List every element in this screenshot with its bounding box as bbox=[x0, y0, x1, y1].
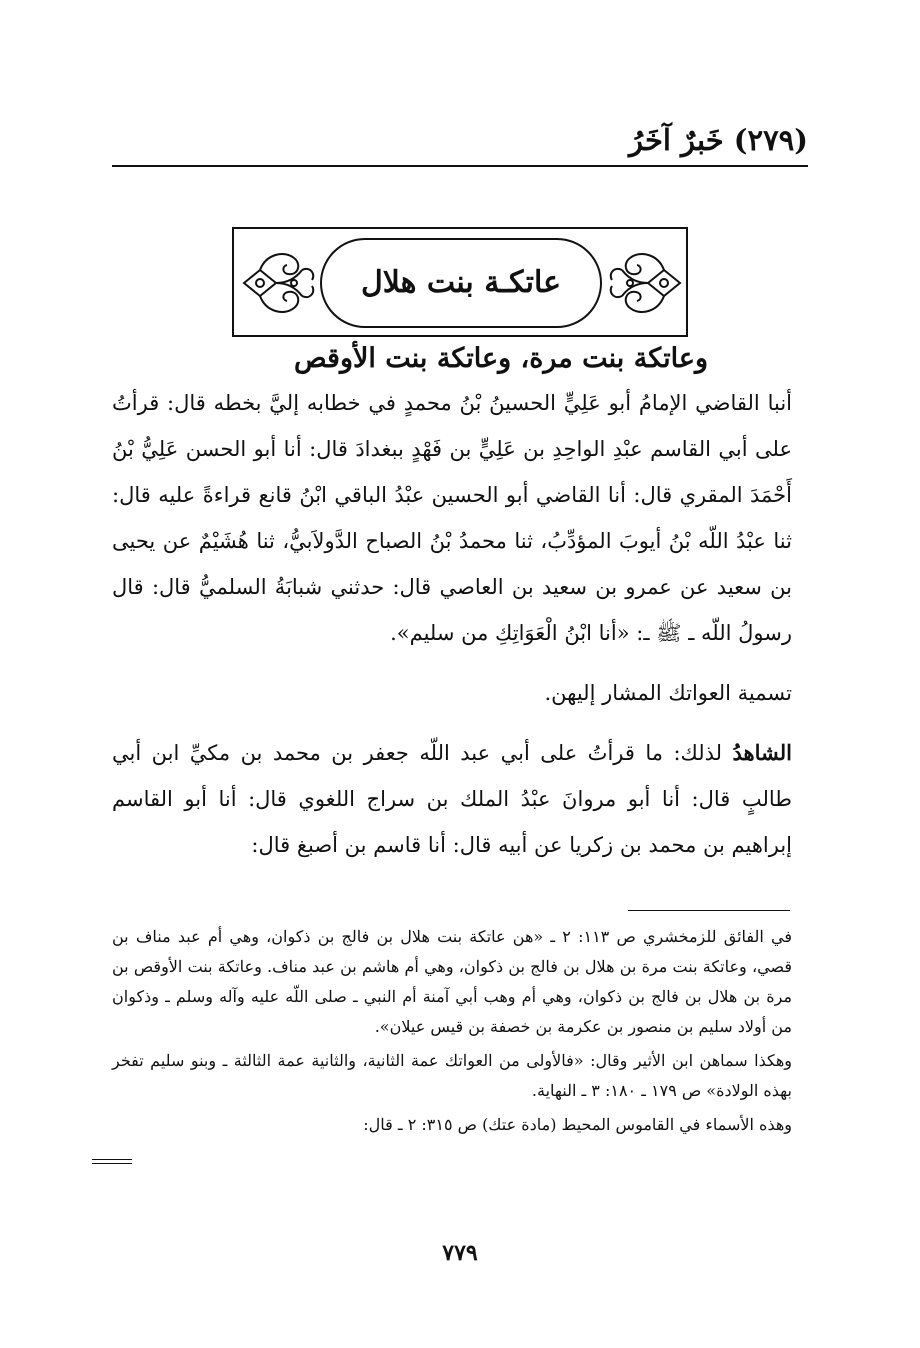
footnote-1: في الفائق للزمخشري ص ١١٣: ٢ ـ «هن عاتكة بنت هلال بن فالج بن ذكوان، وهي أم عبد مناف بن قصي، وعاتكة بنت مرة بن هلال بن فالج بن ذكوان، وهي أم هاشم بن عبد مناف. وعاتكة بنت الأوقص بن مرة بن هلال بن فالج بن ذكوان، وهي أم وهب أبي آمنة أم النبي ـ صلى اللّه عليه وآله وسلم ـ وذكوان من أولاد سليم بن منصور بن عكرمة بن خصفة بن قيس عيلان». bbox=[112, 927, 792, 1036]
chapter-subtitle: وعاتكة بنت مرة، وعاتكة بنت الأوقص bbox=[293, 343, 708, 374]
header-rule bbox=[112, 165, 808, 167]
paragraph-isnad: أنبا القاضي الإمامُ أبو عَلِيٍّ الحسينُ بْنُ محمدٍ في خطابه إليَّ بخطه قال: قرأتُ على أبي القاسم عبْدِ الواحِدِ بن عَلِيٍّ بن فَهْدٍ ببغدادَ قال: أنا أبو الحسن عَلِيُّ بْنُ أَحْمَدَ المقري قال: أنا القاضي أبو الحسين عبْدُ الباقي ابْنُ قانع قراءةً عليه قال: ثنا عبْدُ اللّه بْنُ أيوبَ المؤدِّبُ، ثنا محمدُ بْنُ الصباح الدَّولاَبيُّ، ثنا هُشَيْمٌ عن يحيى بن سعيد عن عمرو بن سعيد بن العاصي قال: حدثني شبابَةُ السلميُّ قال: قال رسولُ اللّه ـ ﷺ ـ: «أنا ابْنُ الْعَوَاتِكِ من سليم». bbox=[112, 391, 792, 645]
footnote-2: وهكذا سماهن ابن الأثير وقال: «فالأولى من العواتك عمة الثانية، والثانية عمة الثالثة ـ وبنو سليم تفخر بهذه الولادة» ص ١٧٩ ـ ١٨٠: ٣ ـ النهاية. bbox=[112, 1051, 792, 1100]
margin-lines-icon bbox=[92, 1159, 132, 1169]
footnote-3: وهذه الأسماء في القاموس المحيط (مادة عتك) ص ٣١٥: ٢ ـ قال: bbox=[363, 1115, 792, 1134]
running-title: (٢٧٩) خَبرٌ آخَرُ bbox=[628, 123, 808, 157]
page-number: ٧٧٩ bbox=[442, 1240, 478, 1266]
arabesque-ornament-right-icon bbox=[604, 240, 684, 326]
paragraph-witness bbox=[112, 730, 792, 868]
footnote-rule bbox=[628, 910, 790, 911]
witness-text: لذلك: ما قرأتُ على أبي عبد اللّه جعفر بن محمد بن مكيِّ ابن أبي طالبٍ قال: أنا أبو مروانَ عبْدُ الملك بن سراج اللغوي قال: أنا أبو القاسم إبراهيم بن محمد بن زكريا عن أبيه قال: أنا قاسم بن أصبغ قال: bbox=[112, 741, 792, 857]
arabesque-ornament-left-icon bbox=[240, 240, 320, 326]
footnotes bbox=[112, 922, 792, 1144]
witness-label: الشاهدُ bbox=[732, 740, 792, 765]
chapter-title: عاتكـة بنت هلال bbox=[320, 238, 602, 328]
paragraph-naming: تسمية العواتك المشار إليهن. bbox=[544, 681, 792, 705]
main-text bbox=[112, 380, 792, 868]
